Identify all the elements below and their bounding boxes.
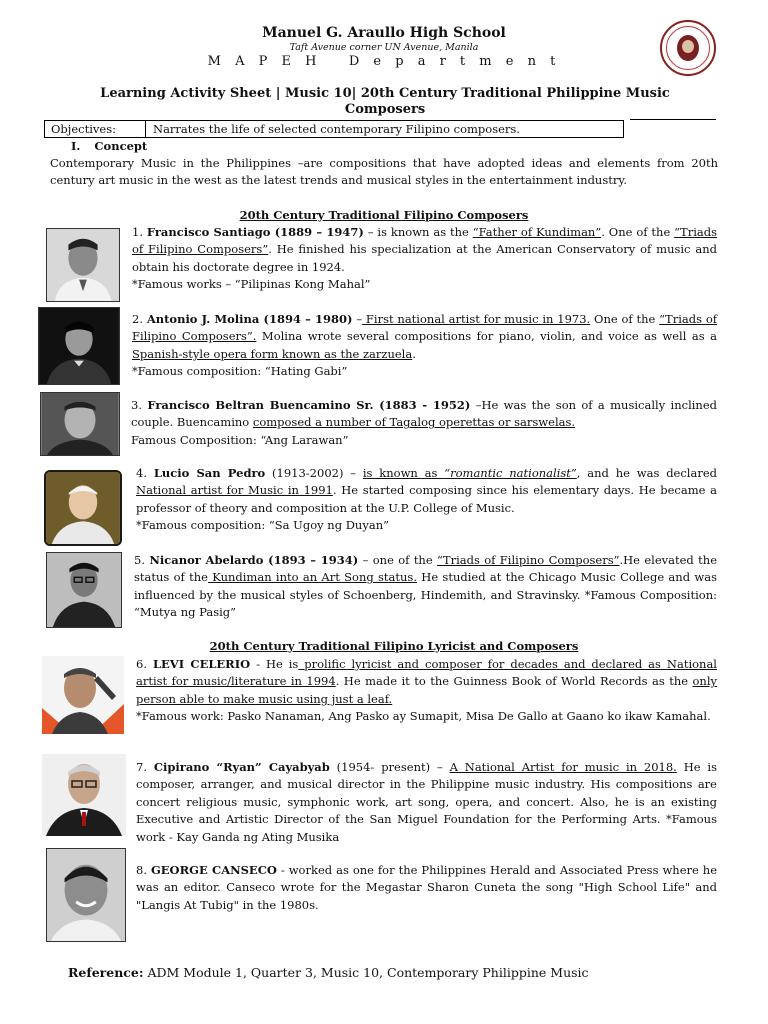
composer-1-famous: *Famous works – “Pilipinas Kong Mahal” xyxy=(132,277,371,292)
portrait-molina xyxy=(38,307,120,385)
composer-6-text: 6. LEVI CELERIO - He is prolific lyricist and composer for decades and declared as National artist for music/literature in 1994. He made it to the Guinness Book of World Records as the only person able to make music using just a leaf. *Famous work: Pasko Nanaman, Ang Pasko ay Sumapit, Misa De Gallo at Gaano ko ikaw Kamahal. xyxy=(136,657,717,724)
composer-7-name: Cipirano “Ryan” Cayabyab xyxy=(153,760,330,774)
sheet-title xyxy=(60,86,710,118)
composer-2-famous: *Famous composition: “Hating Gabi” xyxy=(132,364,348,379)
concept-number: I. xyxy=(71,139,81,153)
objectives-box xyxy=(44,120,624,138)
composer-1-text: 1. Francisco Santiago (1889 – 1947) – is known as the “Father of Kundiman”. One of the “Triads of Filipino Composers”. He finished his specialization at the American Conservatory of music and obtain his doctorate degree in 1924. *Famous works – “Pilipinas Kong Mahal” xyxy=(132,225,718,292)
concept-title: Concept xyxy=(94,139,148,153)
school-name: Manuel G. Araullo High School xyxy=(262,25,506,41)
composer-3-name: Francisco Beltran Buencamino Sr. (1883 - 1952) xyxy=(147,398,471,412)
portrait-cayabyab xyxy=(42,754,126,836)
concept-paragraph: Contemporary Music in the Philippines –are compositions that have adopted ideas and elements from 20th century art music in the west as the latest trends and musical styles in the entertainment industry. xyxy=(50,156,718,188)
composer-7-text: 7. Cipirano “Ryan” Cayabyab (1954- present) – A National Artist for music in 2018. He is composer, arranger, and musical director in the Philippine music industry. His compositions are concert religious music, symphonic work, art song, opera, and concert. Also, he is an existing Executive and Artistic Director of the San Miguel Foundation for the Performing Arts. *Famous work - Kay Ganda ng Ating Musika xyxy=(136,760,718,844)
composer-4-text: 4. Lucio San Pedro (1913-2002) – is known as “romantic nationalist”, and he was declared National artist for Music in 1991. He started composing since his elementary days. He became a professor of theory and composition at the U.P. College of Music. *Famous composition: “Sa Ugoy ng Duyan” xyxy=(136,466,717,533)
sheet-title-line1: Learning Activity Sheet | Music 10| 20th Century Traditional Philippine Music xyxy=(100,86,670,101)
composer-8-text: 8. GEORGE CANSECO - worked as one for the Philippines Herald and Associated Press where he was an editor. Canseco wrote for the Megastar Sharon Cuneta the song "High School Life" and "Langis At Tubig" in the 1980s. xyxy=(136,863,717,912)
portrait-canseco xyxy=(46,848,126,942)
reference-line xyxy=(68,965,589,980)
reference-text: ADM Module 1, Quarter 3, Music 10, Contemporary Philippine Music xyxy=(143,965,589,980)
sheet-title-line2: Composers xyxy=(344,102,426,117)
section-lyricists-title: 20th Century Traditional Filipino Lyricist and Composers xyxy=(209,639,579,653)
school-seal-logo xyxy=(660,20,716,76)
portrait-santiago xyxy=(46,228,120,302)
reference-label: Reference: xyxy=(68,965,144,980)
composer-5-text: 5. Nicanor Abelardo (1893 – 1934) – one of the “Triads of Filipino Composers”.He elevated the status of the Kundiman into an Art Song status. He studied at the Chicago Music College and was influenced by the musical styles of Schoenberg, Hindemith, and Stravinsky. *Famous Composition: “Mutya ng Pasig” xyxy=(134,553,717,620)
composer-4-name: Lucio San Pedro xyxy=(153,466,266,480)
portrait-abelardo xyxy=(46,552,122,628)
objectives-text: Narrates the life of selected contemporary Filipino composers. xyxy=(153,122,520,136)
portrait-celerio xyxy=(42,656,124,734)
composer-8-name: GEORGE CANSECO xyxy=(150,863,277,877)
department-name: M A P E H D e p a r t m e n t xyxy=(207,54,561,69)
composer-6-name: LEVI CELERIO xyxy=(152,657,251,671)
composer-4-famous: *Famous composition: “Sa Ugoy ng Duyan” xyxy=(136,518,389,533)
concept-heading xyxy=(71,139,147,153)
composer-3-famous: Famous Composition: “Ang Larawan” xyxy=(131,432,349,447)
portrait-san-pedro xyxy=(44,470,122,546)
portrait-buencamino xyxy=(40,392,120,456)
objectives-label: Objectives: xyxy=(51,122,116,136)
composer-2-text: 2. Antonio J. Molina (1894 – 1980) – First national artist for music in 1973. One of the “Triads of Filipino Composers”. Molina wrote several compositions for piano, violin, and voice as well as a Spanish-style opera form known as the zarzuela. *Famous composition: “Hating Gabi” xyxy=(132,312,718,379)
title-rule xyxy=(630,119,716,120)
composer-1-name: Francisco Santiago (1889 – 1947) xyxy=(146,225,364,239)
school-address: Taft Avenue corner UN Avenue, Manila xyxy=(289,42,479,53)
composer-6-famous: *Famous work: Pasko Nanaman, Ang Pasko ay Sumapit, Misa De Gallo at Gaano ko ikaw Kamahal. xyxy=(136,709,711,724)
composer-5-name: Nicanor Abelardo (1893 – 1934) xyxy=(149,553,359,567)
composer-2-name: Antonio J. Molina (1894 – 1980) xyxy=(146,312,353,326)
section-composers-title: 20th Century Traditional Filipino Composers xyxy=(239,208,529,222)
composer-3-text: 3. Francisco Beltran Buencamino Sr. (1883 - 1952) –He was the son of a musically inclined couple. Buencamino composed a number of Tagalog operettas or sarswelas. Famous Composition: “Ang Larawan” xyxy=(131,398,718,447)
